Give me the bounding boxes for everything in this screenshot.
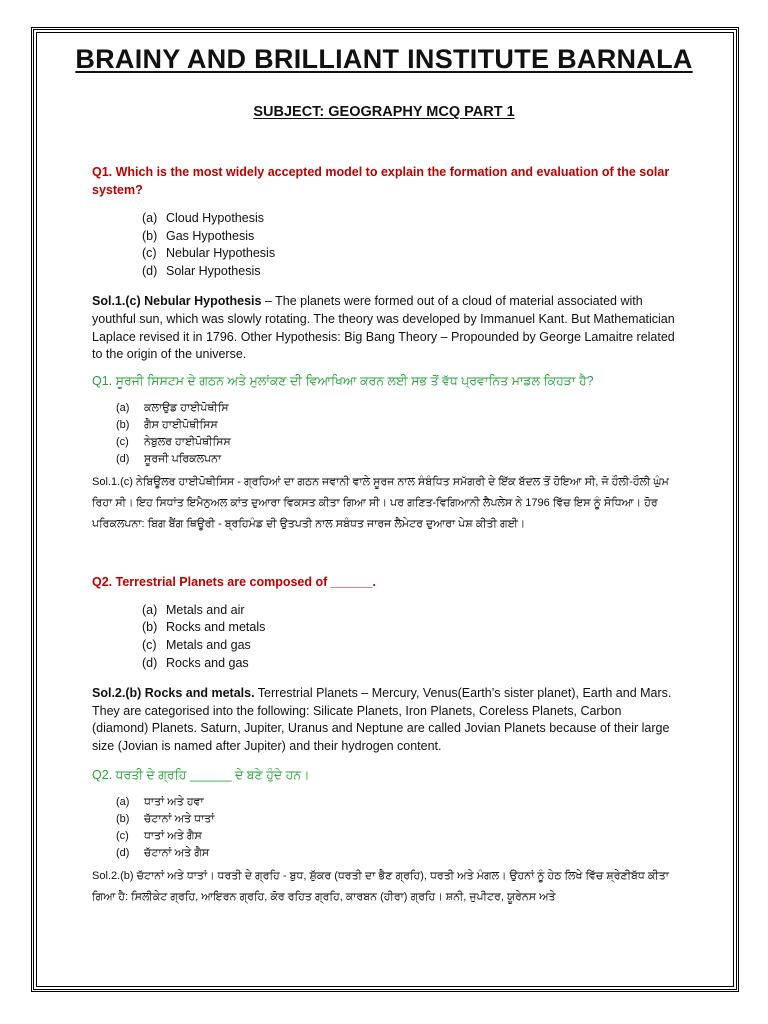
option-label: (b): [116, 812, 130, 825]
option-label: (c): [116, 435, 129, 448]
question-1: [92, 163, 676, 535]
question-1-punjabi-options: [116, 400, 676, 468]
option-text: Nebular Hypothesis: [166, 246, 276, 261]
document-body: [92, 163, 676, 908]
solution-heading: Sol.1.(c) Nebular Hypothesis: [92, 294, 262, 309]
option-item: [116, 811, 676, 828]
option-text: Metals and gas: [166, 637, 251, 652]
option-text: ਚੱਟਾਨਾਂ ਅਤੇ ਧਾਤਾਂ: [144, 812, 215, 825]
option-label: (a): [142, 602, 158, 617]
option-label: (c): [142, 246, 157, 261]
question-2-punjabi-options: [116, 794, 676, 862]
option-label: (a): [142, 211, 158, 225]
solution-heading: Sol.2.(b) Rocks and metals.: [92, 686, 255, 701]
option-item: [116, 417, 676, 434]
question-1-punjabi-solution: Sol.1.(c) ਨੇਬਿਊਲਰ ਹਾਈਪੋਥੀਸਿਸ - ਗ੍ਰਹਿਆਂ ਦਾ ਗਠਨ ਜਵਾਨੀ ਵਾਲੇ ਸੂਰਜ ਨਾਲ ਸੰਬੰਧਿਤ ਸਮੱਗਰੀ ਦੇ ਇੱਕ ਬੱਦਲ ਤੋਂ ਹੋਇਆ ਸੀ, ਜੋ ਹੌਲੀ-ਹੌਲੀ ਘੁੰਮ ਰਿਹਾ ਸੀ। ਇਹ ਸਿਧਾਂਤ ਇਮੈਨੁਅਲ ਕਾਂਤ ਦੁਆਰਾ ਵਿਕਸਤ ਕੀਤਾ ਗਿਆ ਸੀ। ਪਰ ਗਣਿਤ-ਵਿਗਿਆਨੀ ਲੈਪਲੇਸ ਨੇ 1796 ਵਿੱਚ ਇਸ ਨੂੰ ਸੋਧਿਆ। ਹੋਰ ਪਰਿਕਲਪਨਾ: ਬਿਗ ਬੈਂਗ ਥਿਊਰੀ - ਬ੍ਰਹਿਮੰਡ ਦੀ ਉਤਪਤੀ ਨਾਲ ਸਬੰਧਤ ਜਾਰਜ ਲੈਮੇਟਰ ਦੁਆਰਾ ਪੇਸ਼ ਕੀਤੀ ਗਈ।: [92, 475, 669, 530]
option-item: [116, 400, 676, 417]
option-label: (d): [142, 655, 158, 670]
option-item: [116, 451, 676, 468]
option-item: [142, 245, 676, 263]
option-text: ਗੈਸ ਹਾਈਪੋਥੀਸਿਸ: [144, 418, 218, 431]
question-1-english-solution: [92, 293, 676, 363]
option-text: Rocks and gas: [166, 655, 249, 670]
option-label: (a): [116, 401, 130, 414]
option-text: ਚੱਟਾਨਾਂ ਅਤੇ ਗੈਸ: [144, 846, 210, 859]
option-item: [116, 828, 676, 845]
option-item: [142, 602, 676, 620]
option-item: [142, 228, 676, 246]
question-1-english-options: [142, 210, 676, 280]
option-label: (d): [142, 263, 158, 278]
option-label: (c): [116, 829, 129, 842]
option-text: Solar Hypothesis: [166, 263, 261, 278]
option-text: ਸੂਰਜੀ ਪਰਿਕਲਪਨਾ: [144, 452, 222, 465]
question-2-english-solution: [92, 685, 676, 755]
question-2-english: Q2. Terrestrial Planets are composed of ______.: [92, 574, 376, 589]
option-item: [116, 794, 676, 811]
spacer: [92, 535, 676, 573]
question-2-punjabi: Q2. ਧਰਤੀ ਦੇ ਗ੍ਰਹਿ ______ ਦੇ ਬਣੇ ਹੁੰਦੇ ਹਨ।: [92, 767, 310, 782]
institute-title-text: BRAINY AND BRILLIANT INSTITUTE BARNALA: [75, 44, 693, 74]
solution-text: – The planets were formed out of a cloud of material associated with youthful sun, which was slowly rotating. The theory was developed by Immanuel Kant. But Mathematician Laplace revised it in 1796. Other Hypothesis: Big Bang Theory – Propounded by George Lamaitre related to the origin of the universe.: [92, 294, 675, 362]
institute-title: [0, 44, 768, 75]
question-2-punjabi-solution: Sol.2.(b) ਚੱਟਾਨਾਂ ਅਤੇ ਧਾਤਾਂ। ਧਰਤੀ ਦੇ ਗ੍ਰਹਿ - ਬੁਧ, ਸ਼ੁੱਕਰ (ਧਰਤੀ ਦਾ ਭੈਣ ਗ੍ਰਹਿ), ਧਰਤੀ ਅਤੇ ਮੰਗਲ। ਉਹਨਾਂ ਨੂੰ ਹੇਠ ਲਿਖੇ ਵਿੱਚ ਸ਼੍ਰੇਣੀਬੱਧ ਕੀਤਾ ਗਿਆ ਹੈ: ਸਿਲੀਕੇਟ ਗ੍ਰਹਿ, ਆਇਰਨ ਗ੍ਰਹਿ, ਕੋਰ ਰਹਿਤ ਗ੍ਰਹਿ, ਕਾਰਬਨ (ਹੀਰਾ) ਗ੍ਰਹਿ। ਸ਼ਨੀ, ਜੁਪੀਟਰ, ਯੂਰੇਨਸ ਅਤੇ: [92, 869, 669, 903]
option-text: Metals and air: [166, 602, 245, 617]
option-item: [142, 655, 676, 673]
option-item: [116, 845, 676, 862]
option-text: ਕਲਾਉਡ ਹਾਈਪੋਥੀਸਿ: [144, 401, 229, 414]
question-2-english-options: [142, 602, 676, 672]
option-label: (a): [116, 795, 130, 808]
question-1-punjabi: Q1. ਸੂਰਜੀ ਸਿਸਟਮ ਦੇ ਗਠਨ ਅਤੇ ਮੁਲਾਂਕਣ ਦੀ ਵਿਆਖਿਆ ਕਰਨ ਲਈ ਸਭ ਤੋਂ ਵੱਧ ਪ੍ਰਵਾਨਿਤ ਮਾਡਲ ਕਿਹੜਾ ਹੈ?: [92, 373, 594, 388]
solution-text: Terrestrial Planets – Mercury, Venus(Earth’s sister planet), Earth and Mars. They are categorised into the following: Silicate Planets, Iron Planets, Coreless Planets, Carbon (diamond) Planets. Saturn, Jupiter, Uranus and Neptune are called Jovian Planets because of their large size (Jovian is named after Jupiter) and their hydrogen content.: [92, 686, 672, 753]
question-2: [92, 573, 676, 908]
option-text: Rocks and metals: [166, 620, 266, 635]
option-label: (d): [116, 452, 130, 465]
option-label: (c): [142, 637, 157, 652]
option-text: Gas Hypothesis: [166, 228, 255, 243]
option-text: ਧਾਤਾਂ ਅਤੇ ਹਵਾ: [144, 795, 204, 808]
option-label: (d): [116, 846, 130, 859]
option-item: [142, 619, 676, 637]
option-text: Cloud Hypothesis: [166, 211, 264, 225]
option-item: [142, 210, 676, 228]
option-item: [142, 637, 676, 655]
option-label: (b): [116, 418, 130, 431]
option-text: ਧਾਤਾਂ ਅਤੇ ਗੈਸ: [144, 829, 202, 842]
question-1-english: Q1. Which is the most widely accepted model to explain the formation and evaluation of the solar system?: [92, 165, 670, 197]
option-label: (b): [142, 620, 158, 635]
option-item: [142, 263, 676, 281]
subject-heading: [0, 104, 768, 120]
option-text: ਨੇਬੁਲਰ ਹਾਈਪੋਥੀਸਿਸ: [144, 435, 231, 448]
option-item: [116, 434, 676, 451]
subject-heading-text: SUBJECT: GEOGRAPHY MCQ PART 1: [253, 104, 515, 120]
option-label: (b): [142, 228, 158, 243]
